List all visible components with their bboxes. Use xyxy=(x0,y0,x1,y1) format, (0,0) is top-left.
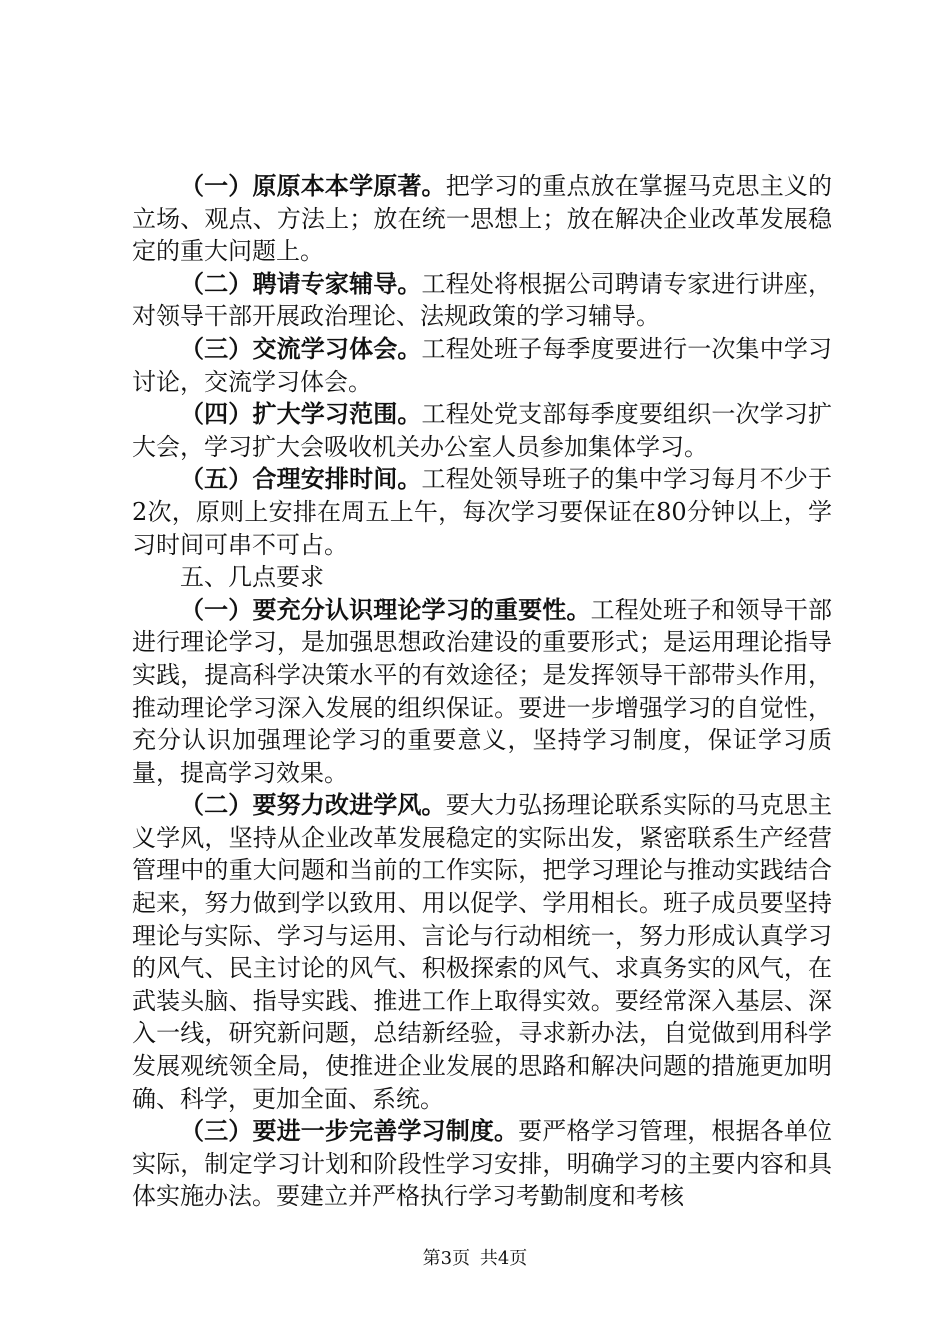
paragraph-lead: （二）要努力改进学风。 xyxy=(180,791,446,820)
paragraph-text: 工程处领导班子的集中学习每月不少于2次，原则上安排在周五上午，每次学习要保证在80分钟以上，学习时间可串不可占。 xyxy=(132,465,833,559)
paragraph-text: 工程处将根据公司聘请专家进行讲座，对领导干部开展政治理论、法规政策的学习辅导。 xyxy=(132,269,833,331)
paragraph-lead: （二）聘请专家辅导。 xyxy=(180,269,422,298)
paragraph-method-1 xyxy=(132,170,832,268)
section-heading: 五、几点要求 xyxy=(180,563,324,592)
document-body xyxy=(132,170,832,1213)
paragraph-text: 工程处班子每季度要进行一次集中学习讨论，交流学习体会。 xyxy=(132,334,833,396)
paragraph-method-2 xyxy=(132,268,832,333)
paragraph-lead: （五）合理安排时间。 xyxy=(180,465,422,494)
paragraph-requirement-2 xyxy=(132,789,832,1115)
page-number: 第3页 xyxy=(422,1248,471,1269)
paragraph-text: 要严格学习管理，根据各单位实际，制定学习计划和阶段性学习安排，明确学习的主要内容和具体实施办法。要建立并严格执行学习考勤制度和考核 xyxy=(132,1117,833,1211)
paragraph-lead: （一）要充分认识理论学习的重要性。 xyxy=(180,595,591,624)
paragraph-lead: （四）扩大学习范围。 xyxy=(180,400,422,429)
paragraph-requirement-3 xyxy=(132,1115,832,1213)
paragraph-text: 工程处党支部每季度要组织一次学习扩大会，学习扩大会吸收机关办公室人员参加集体学习。 xyxy=(132,400,833,461)
paragraph-method-4 xyxy=(132,398,832,463)
paragraph-lead: （一）原原本本学原著。 xyxy=(180,172,446,200)
paragraph-method-3 xyxy=(132,333,832,398)
paragraph-lead: （三）要进一步完善学习制度。 xyxy=(180,1117,519,1146)
page-footer xyxy=(0,1244,950,1270)
paragraph-text: 工程处班子和领导干部进行理论学习，是加强思想政治建设的重要形式；是运用理论指导实践，提高科学决策水平的有效途径；是发挥领导干部带头作用，推动理论学习深入发展的组织保证。要进一步增强学习的自觉性，充分认识加强理论学习的重要意义，坚持学习制度，保证学习质量，提高学习效果。 xyxy=(132,595,833,787)
page-total: 共4页 xyxy=(479,1248,528,1269)
paragraph-text: 要大力弘扬理论联系实际的马克思主义学风，坚持从企业改革发展稳定的实际出发，紧密联系生产经营管理中的重大问题和当前的工作实际，把学习理论与推动实践结合起来，努力做到学以致用、用以促学、学用相长。班子成员要坚持理论与实际、学习与运用、言论与行动相统一，努力形成认真学习的风气、民主讨论的风气、积极探索的风气、求真务实的风气，在武装头脑、指导实践、推进工作上取得实效。要经常深入基层、深入一线，研究新问题，总结新经验，寻求新办法，自觉做到用科学发展观统领全局，使推进企业发展的思路和解决问题的措施更加明确、科学，更加全面、系统。 xyxy=(132,791,833,1113)
paragraph-method-5 xyxy=(132,463,832,561)
paragraph-requirement-1 xyxy=(132,594,832,790)
paragraph-lead: （三）交流学习体会。 xyxy=(180,334,422,363)
paragraph-text: 把学习的重点放在掌握马克思主义的立场、观点、方法上；放在统一思想上；放在解决企业改革发展稳定的重大问题上。 xyxy=(132,172,833,266)
